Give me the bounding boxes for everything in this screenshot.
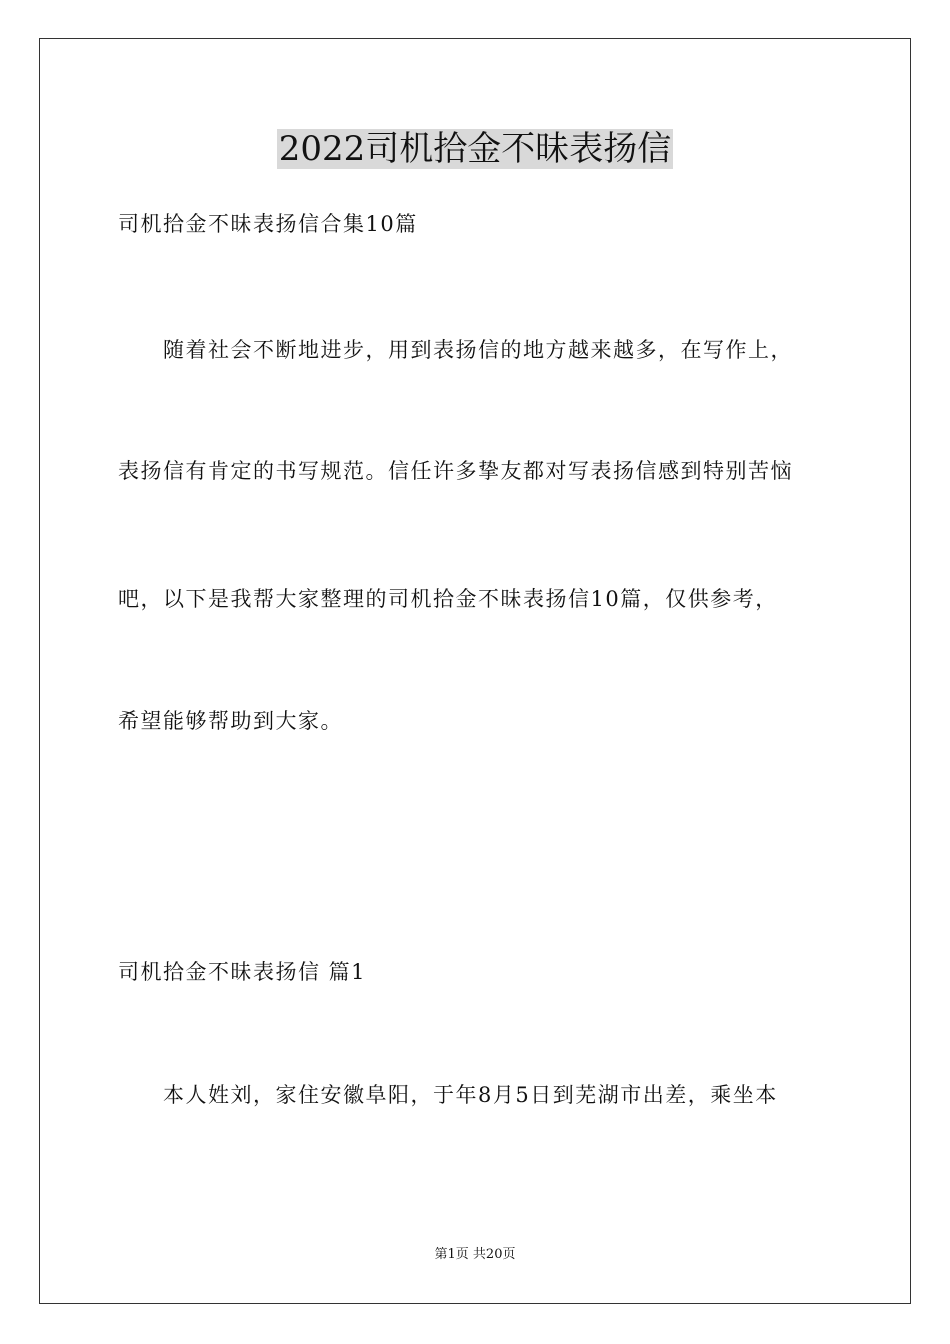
document-subtitle: 司机拾金不昧表扬信合集10篇: [118, 212, 418, 236]
document-title: [0, 126, 950, 172]
intro-line-3: 吧，以下是我帮大家整理的司机拾金不昧表扬信10篇，仅供参考，: [118, 587, 778, 611]
intro-line-1: 随着社会不断地进步，用到表扬信的地方越来越多，在写作上，: [163, 338, 793, 362]
intro-line-2: 表扬信有肯定的书写规范。信任许多挚友都对写表扬信感到特别苦恼: [118, 459, 793, 483]
intro-line-4: 希望能够帮助到大家。: [118, 709, 343, 733]
section-heading: 司机拾金不昧表扬信 篇1: [118, 960, 367, 984]
page-indicator: 第1页 共20页: [434, 1247, 516, 1262]
section-first-line: 本人姓刘，家住安徽阜阳，于年8月5日到芜湖市出差，乘坐本: [163, 1083, 778, 1107]
page-footer: [0, 1245, 950, 1265]
document-title-text: 2022司机拾金不昧表扬信: [278, 129, 672, 169]
